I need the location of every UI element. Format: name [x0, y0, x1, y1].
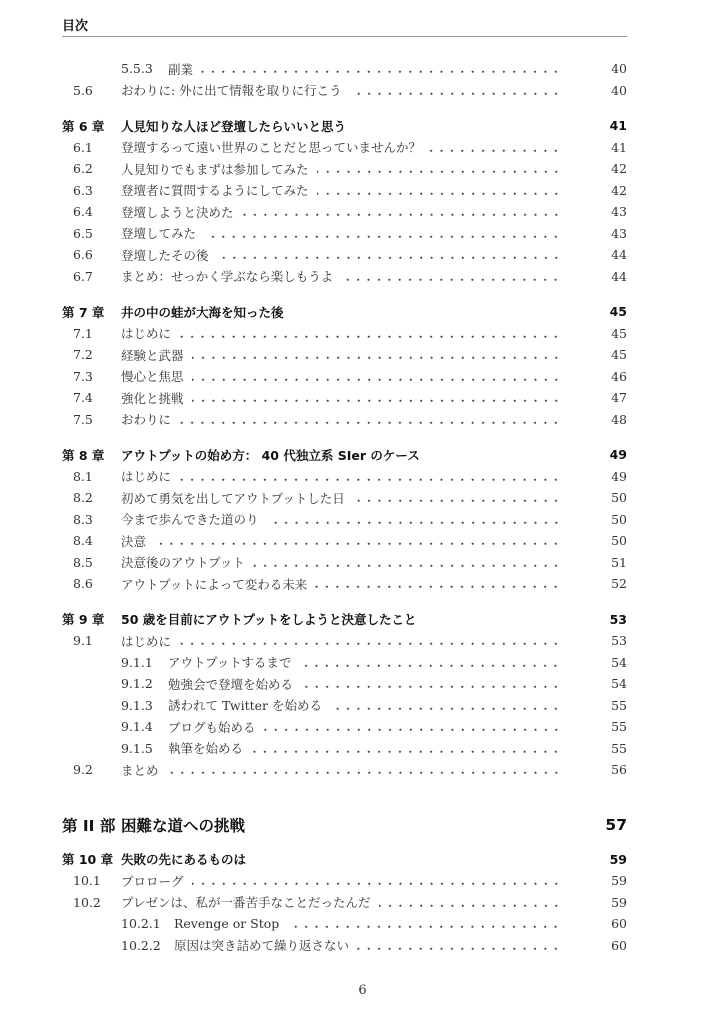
entry-title: 登壇したその後: [121, 247, 209, 263]
toc-sub-entry[interactable]: [62, 244, 627, 266]
toc-chapter-entry[interactable]: [62, 115, 627, 137]
entry-title: まとめ：せっかく学ぶなら楽しもうよ: [121, 269, 334, 285]
entry-page: 54: [611, 654, 627, 670]
entry-page: 40: [611, 82, 627, 98]
toc-sub-entry[interactable]: [62, 344, 627, 366]
toc-sub-entry[interactable]: [62, 509, 627, 531]
toc-sub2-entry[interactable]: [62, 935, 627, 957]
entry-page: 55: [611, 740, 627, 756]
entry-page: 41: [611, 139, 627, 155]
dot-leader: [350, 80, 561, 102]
toc-sub-entry[interactable]: [62, 201, 627, 223]
dot-leader: [429, 137, 561, 159]
entry-number: 9.1.2: [121, 676, 153, 692]
entry-number: 6.5: [73, 225, 93, 241]
entry-title: 困難な道への挑戦: [121, 816, 246, 835]
entry-page: 40: [611, 61, 627, 77]
entry-number: 5.6: [73, 82, 93, 98]
entry-title: Revenge or Stop: [174, 916, 280, 932]
entry-number: 6.1: [73, 139, 93, 155]
dot-leader: [264, 716, 561, 738]
entry-title: 今まで歩んできた道のり: [121, 512, 259, 528]
dot-leader: [253, 552, 561, 574]
entry-title: 強化と挑戦: [121, 390, 184, 406]
dot-leader: [357, 935, 561, 957]
entry-page: 50: [611, 490, 627, 506]
entry-title: アウトプットによって変わる未来: [121, 576, 308, 592]
entry-number: 6.7: [73, 268, 93, 284]
entry-title: 決意後のアウトプット: [121, 555, 245, 571]
entry-title: アウトプットするまで: [168, 655, 292, 671]
entry-number: 9.1.1: [121, 654, 153, 670]
entry-number: 第 10 章: [62, 852, 114, 868]
dot-leader: [341, 266, 561, 288]
entry-page: 55: [611, 719, 627, 735]
dot-leader: [167, 759, 561, 781]
entry-number: 5.5.3: [121, 61, 153, 77]
entry-number: 10.1: [73, 873, 101, 889]
entry-number: 6.4: [73, 204, 93, 220]
dot-leader: [317, 180, 561, 202]
entry-page: 42: [611, 182, 627, 198]
entry-title: 経験と武器: [121, 347, 184, 363]
dot-leader: [379, 892, 561, 914]
entry-page: 42: [611, 161, 627, 177]
dot-leader: [154, 530, 561, 552]
page-number: 6: [358, 983, 367, 998]
toc-chapter-entry[interactable]: [62, 301, 627, 323]
entry-number: 9.1.4: [121, 719, 153, 735]
toc-sub-entry[interactable]: [62, 223, 627, 245]
toc-sub-entry[interactable]: [62, 137, 627, 159]
entry-number: 9.1.3: [121, 697, 153, 713]
entry-page: 56: [611, 762, 627, 778]
entry-title: 失敗の先にあるものは: [121, 852, 247, 868]
entry-number: 7.4: [73, 390, 93, 406]
entry-title: 人見知りでもまずは参加してみた: [121, 161, 309, 177]
entry-number: 10.2.1: [121, 916, 161, 932]
entry-title: 登壇しようと決めた: [121, 204, 234, 220]
toc-sub-entry[interactable]: [62, 409, 627, 431]
dot-leader: [301, 673, 561, 695]
entry-title: おわりに: 外に出て情報を取りに行こう: [121, 83, 342, 99]
entry-page: 46: [611, 368, 627, 384]
toc-chapter-entry[interactable]: [62, 849, 627, 871]
entry-number: 8.5: [73, 554, 93, 570]
dot-leader: [330, 695, 561, 717]
entry-page: 49: [611, 468, 627, 484]
entry-number: 第 7 章: [62, 304, 105, 320]
dot-leader: [317, 158, 561, 180]
entry-page: 49: [609, 447, 627, 463]
entry-number: 8.6: [73, 576, 93, 592]
toc-sub-entry[interactable]: [62, 158, 627, 180]
dot-leader: [251, 738, 561, 760]
dot-leader: [242, 201, 561, 223]
entry-number: 6.3: [73, 182, 93, 198]
dot-leader: [179, 323, 561, 345]
dot-leader: [204, 223, 561, 245]
entry-page: 60: [611, 937, 627, 953]
toc-sub2-entry[interactable]: [62, 738, 627, 760]
dot-leader: [201, 58, 561, 80]
toc-sub-entry[interactable]: [62, 630, 627, 652]
dot-leader: [315, 573, 561, 595]
toc-sub2-entry[interactable]: [62, 652, 627, 674]
toc-sub-entry[interactable]: [62, 573, 627, 595]
entry-title: 人見知りな人ほど登壇したらいいと思う: [121, 118, 347, 134]
entry-number: 7.3: [73, 368, 93, 384]
entry-title: おわりに: [121, 412, 172, 428]
entry-page: 53: [611, 633, 627, 649]
toc-sub-entry[interactable]: [62, 323, 627, 345]
entry-title: 執筆を始める: [168, 741, 244, 757]
dot-leader: [192, 344, 561, 366]
toc-sub-entry[interactable]: [62, 80, 627, 102]
entry-title: プロローグ: [121, 873, 184, 889]
entry-page: 57: [605, 815, 627, 834]
entry-page: 51: [611, 554, 627, 570]
entry-number: 7.1: [73, 325, 93, 341]
dot-leader: [179, 466, 561, 488]
header-rule: [62, 36, 627, 37]
entry-number: 第 II 部: [62, 816, 116, 835]
dot-leader: [192, 870, 561, 892]
entry-title: 登壇するって遠い世界のことだと思っていませんか？: [121, 140, 422, 156]
entry-page: 45: [611, 347, 627, 363]
entry-page: 44: [611, 247, 627, 263]
entry-number: 8.1: [73, 468, 93, 484]
entry-title: 勉強会で登壇を始める: [168, 676, 294, 692]
toc-sub-entry[interactable]: [62, 870, 627, 892]
toc-chapter-entry[interactable]: [62, 444, 627, 466]
entry-title: はじめに: [121, 633, 172, 649]
entry-title: 決意: [121, 533, 147, 549]
entry-page: 45: [611, 325, 627, 341]
entry-number: 第 9 章: [62, 612, 105, 628]
entry-number: 8.4: [73, 533, 93, 549]
dot-leader: [179, 630, 561, 652]
toc-sub-entry[interactable]: [62, 892, 627, 914]
toc-sub2-entry[interactable]: [62, 673, 627, 695]
toc-sub2-entry[interactable]: [62, 716, 627, 738]
entry-page: 48: [611, 411, 627, 427]
entry-title: はじめに: [121, 469, 172, 485]
entry-number: 第 8 章: [62, 447, 105, 463]
entry-page: 50: [611, 511, 627, 527]
entry-title: 50 歳を目前にアウトプットをしようと決意したこと: [121, 612, 417, 628]
entry-number: 8.2: [73, 490, 93, 506]
entry-page: 59: [611, 894, 627, 910]
entry-page: 59: [611, 873, 627, 889]
entry-title: 原因は突き詰めて繰り返さない: [174, 938, 350, 954]
table-of-contents: [62, 58, 627, 956]
entry-title: 副業: [168, 61, 194, 77]
toc-sub-entry[interactable]: [62, 487, 627, 509]
entry-title: プレゼンは、私が一番苦手なことだったんだ: [121, 895, 371, 911]
entry-title: 登壇者に質問するようにしてみた: [121, 183, 309, 199]
entry-page: 43: [611, 225, 627, 241]
entry-number: 8.3: [73, 511, 93, 527]
toc-sub-entry[interactable]: [62, 466, 627, 488]
entry-page: 54: [611, 676, 627, 692]
dot-leader: [353, 487, 561, 509]
dot-leader: [267, 509, 561, 531]
dot-leader: [192, 366, 561, 388]
entry-page: 60: [611, 916, 627, 932]
entry-number: 7.5: [73, 411, 93, 427]
entry-page: 43: [611, 204, 627, 220]
dot-leader: [217, 244, 561, 266]
entry-page: 41: [609, 118, 627, 134]
toc-sub-entry[interactable]: [62, 759, 627, 781]
entry-number: 10.2.2: [121, 937, 161, 953]
entry-number: 第 6 章: [62, 118, 105, 134]
entry-page: 59: [609, 851, 627, 867]
entry-title: 誘われて Twitter を始める: [168, 698, 322, 714]
entry-page: 52: [611, 576, 627, 592]
toc-chapter-entry[interactable]: [62, 609, 627, 631]
dot-leader: [287, 913, 561, 935]
toc-sub-entry[interactable]: [62, 266, 627, 288]
entry-number: 7.2: [73, 347, 93, 363]
toc-sub-entry[interactable]: [62, 366, 627, 388]
entry-title: 慢心と焦思: [121, 369, 184, 385]
toc-sub-entry[interactable]: [62, 552, 627, 574]
entry-page: 50: [611, 533, 627, 549]
entry-number: 9.1.5: [121, 740, 153, 756]
toc-sub-entry[interactable]: [62, 180, 627, 202]
entry-page: 44: [611, 268, 627, 284]
entry-page: 45: [609, 304, 627, 320]
dot-leader: [299, 652, 561, 674]
toc-part-entry[interactable]: [62, 813, 627, 837]
entry-number: 9.2: [73, 762, 93, 778]
entry-page: 55: [611, 697, 627, 713]
entry-page: 47: [611, 390, 627, 406]
entry-title: まとめ: [121, 762, 159, 778]
entry-number: 6.2: [73, 161, 93, 177]
toc-sub2-entry[interactable]: [62, 913, 627, 935]
entry-page: 53: [609, 611, 627, 627]
entry-title: 初めて勇気を出してアウトプットした日: [121, 490, 345, 506]
dot-leader: [179, 409, 561, 431]
entry-title: アウトプットの始め方： 40 代独立系 SIer のケース: [121, 447, 420, 463]
toc-sub2-entry[interactable]: [62, 58, 627, 80]
running-header: 目次: [62, 19, 89, 34]
toc-sub-entry[interactable]: [62, 530, 627, 552]
toc-sub2-entry[interactable]: [62, 695, 627, 717]
entry-title: ブログも始める: [168, 719, 256, 735]
entry-title: 登壇してみた: [121, 226, 197, 242]
entry-number: 9.1: [73, 633, 93, 649]
toc-sub-entry[interactable]: [62, 387, 627, 409]
entry-number: 6.6: [73, 247, 93, 263]
dot-leader: [192, 387, 561, 409]
entry-title: はじめに: [121, 326, 172, 342]
entry-title: 井の中の蛙が大海を知った後: [121, 304, 284, 320]
entry-number: 10.2: [73, 894, 101, 910]
